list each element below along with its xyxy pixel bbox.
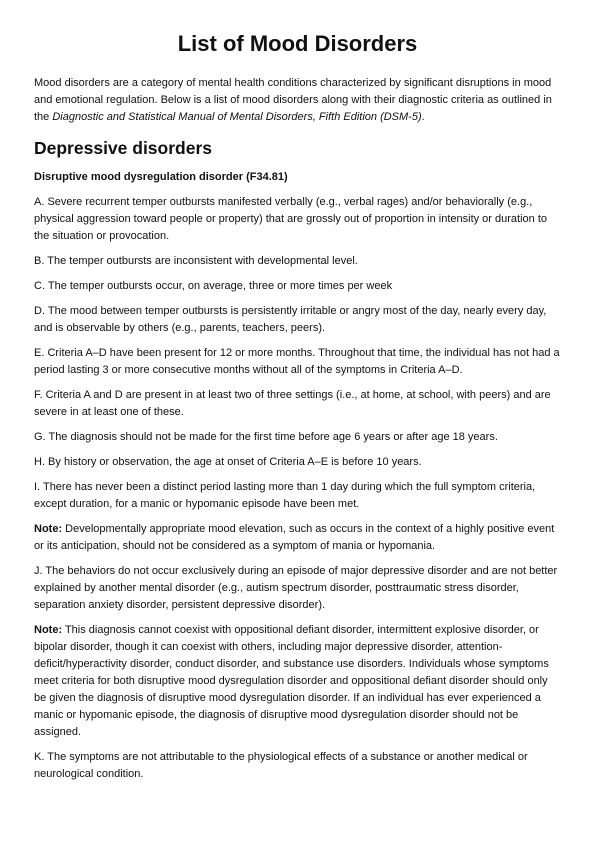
manual-title: Diagnostic and Statistical Manual of Mental Disorders, Fifth Edition (DSM-5) [52,111,422,123]
criterion-e [34,345,561,379]
criteria-list [34,194,561,783]
criterion-text: G. The diagnosis should not be made for the first time before age 6 years or after age 18 years. [34,431,498,443]
criterion-b [34,253,561,270]
section-heading: Depressive disorders [34,138,213,158]
criterion-c [34,278,561,295]
criterion-text: D. The mood between temper outbursts is persistently irritable or angry most of the day, nearly every day, and is observable by others (e.g., parents, teachers, peers). [34,305,547,334]
intro-end: . [421,111,425,123]
intro-text: Mood disorders are a category of mental health conditions characterized by significant disruptions in mood and emotional regulation. Below is a list of mood disorders along with their diagnostic criteria as outlined in the [34,77,552,123]
criterion-f [34,387,561,421]
note-text: This diagnosis cannot coexist with oppositional defiant disorder, intermittent explosive disorder, or bipolar disorder, though it can coexist with others, including major depressive disorder, attention-deficit/hyperactivity disorder, conduct disorder, and substance use disorders. Individuals whose symptoms meet criteria for both disruptive mood dysregulation disorder and oppositional defiant disorder should only be given the diagnosis of disruptive mood dysregulation disorder. If an individual has ever experienced a manic or hypomanic episode, the diagnosis of disruptive mood dysregulation disorder should not be assigned. [34,624,549,738]
note-label: Note: [34,523,63,535]
criterion-text: A. Severe recurrent temper outbursts manifested verbally (e.g., verbal rages) and/or behaviorally (e.g., physical aggression toward people or property) that are grossly out of proportion in intensity or duration to the situation or provocation. [34,196,548,242]
criterion-k [34,749,561,783]
note-coexist [34,622,561,741]
criterion-text: I. There has never been a distinct period lasting more than 1 day during which the full symptom criteria, except duration, for a manic or hypomanic episode have been met. [34,481,536,510]
criterion-d [34,303,561,337]
criterion-text: K. The symptoms are not attributable to the physiological effects of a substance or another medical or neurological condition. [34,751,528,780]
criterion-text: H. By history or observation, the age at onset of Criteria A–E is before 10 years. [34,456,422,468]
criterion-h [34,454,561,471]
disorder-subheading: Disruptive mood dysregulation disorder (F34.81) [34,171,288,183]
criterion-a [34,194,561,245]
criterion-j [34,563,561,614]
intro-paragraph [34,75,561,126]
criterion-i [34,479,561,513]
criterion-text: B. The temper outbursts are inconsistent with developmental level. [34,255,358,267]
note-text: Developmentally appropriate mood elevation, such as occurs in the context of a highly positive event or its anticipation, should not be considered as a symptom of mania or hypomania. [34,523,555,552]
criterion-text: E. Criteria A–D have been present for 12 or more months. Throughout that time, the individual has not had a period lasting 3 or more consecutive months without all of the symptoms in Criteria A–D. [34,347,560,376]
criterion-text: C. The temper outbursts occur, on average, three or more times per week [34,280,393,292]
criterion-text: J. The behaviors do not occur exclusively during an episode of major depressive disorder and are not better explained by another mental disorder (e.g., autism spectrum disorder, posttraumatic stress disorder, separation anxiety disorder, persistent depressive disorder). [34,565,558,611]
note-mania [34,521,561,555]
criterion-text: F. Criteria A and D are present in at least two of three settings (i.e., at home, at school, with peers) and are severe in at least one of these. [34,389,551,418]
criterion-g [34,429,561,446]
note-label: Note: [34,624,63,636]
page-title: List of Mood Disorders [177,31,418,56]
